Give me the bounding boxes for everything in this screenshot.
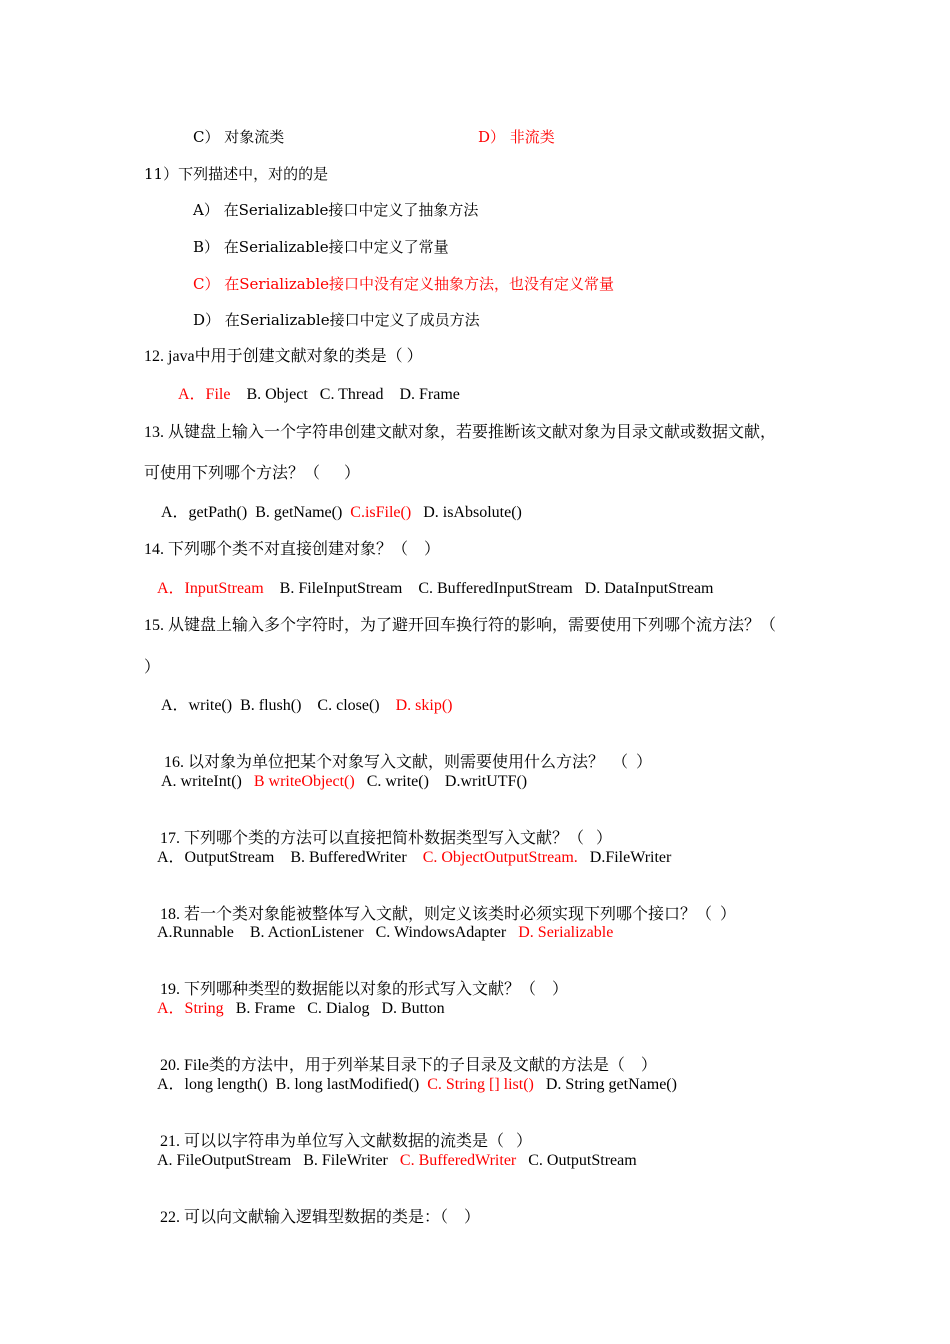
answer-segment: C. BufferedWriter xyxy=(399,1152,517,1169)
q22-question xyxy=(144,1188,480,1248)
q16-options xyxy=(161,772,527,792)
q11-option-b xyxy=(193,237,449,257)
text-segment: B. Object C. Thread D. Frame xyxy=(230,386,460,403)
answer-segment: A．File xyxy=(178,386,231,403)
q12-question xyxy=(144,347,423,367)
answer-segment: C. String [] list() xyxy=(427,1076,534,1093)
text-segment: D. String getName() xyxy=(533,1076,677,1093)
text-segment: 11）下列描述中，对的的是 xyxy=(144,165,329,183)
text-segment: 17. 下列哪个类的方法可以直接把简朴数据类型写入文献？（ ） xyxy=(160,830,613,847)
q18-options xyxy=(157,923,613,943)
text-segment: B. FileInputStream C. BufferedInputStream D. DataInputStream xyxy=(263,580,714,597)
q12-options xyxy=(178,385,460,405)
text-segment: A. writeInt() xyxy=(161,773,254,790)
text-segment: A．OutputStream B. BufferedWriter xyxy=(157,849,423,866)
answer-segment: C. ObjectOutputStream. xyxy=(422,849,578,866)
answer-segment: C.isFile() xyxy=(350,504,412,521)
text-segment: C. write() D.writUTF() xyxy=(354,773,528,790)
q11-option-c xyxy=(193,274,614,294)
q11-option-d xyxy=(193,310,480,330)
text-segment: D） 非流类 xyxy=(478,128,555,146)
q20-options xyxy=(157,1075,677,1095)
text-segment: 14. 下列哪个类不对直接创建对象？（ ） xyxy=(144,541,441,558)
answer-segment: A．String xyxy=(157,1000,224,1017)
q17-options xyxy=(157,848,671,868)
text-segment: D） 在Serializable接口中定义了成员方法 xyxy=(193,311,480,329)
q15-options xyxy=(161,696,453,716)
text-segment: 可使用下列哪个方法？（ ） xyxy=(144,465,361,482)
text-segment: 13. 从键盘上输入一个字符串创建文献对象，若要推断该文献对象为目录文献或数据文献， xyxy=(144,424,777,441)
q15-question-cont xyxy=(144,658,160,678)
q11-option-a xyxy=(193,200,478,220)
answer-segment: D. skip() xyxy=(395,697,453,714)
text-segment: 12. java中用于创建文献对象的类是（ ） xyxy=(144,348,423,365)
text-segment: C. OutputStream xyxy=(516,1152,637,1169)
q21-options xyxy=(157,1151,637,1171)
text-segment: 21. 可以以字符串为单位写入文献数据的流类是（ ） xyxy=(160,1133,533,1150)
q13-options xyxy=(161,503,522,523)
q13-question xyxy=(144,423,776,443)
text-segment: 15. 从键盘上输入多个字符时，为了避开回车换行符的影响，需要使用下列哪个流方法？（ xyxy=(144,617,777,634)
q14-question xyxy=(144,540,440,560)
text-segment: B） 在Serializable接口中定义了常量 xyxy=(193,238,449,256)
text-segment: A．getPath() B. getName() xyxy=(161,504,351,521)
q19-options xyxy=(157,999,445,1019)
text-segment: A．long length() B. long lastModified() xyxy=(157,1076,428,1093)
text-segment: A．write() B. flush() C. close() xyxy=(161,697,396,714)
text-segment: B. Frame C. Dialog D. Button xyxy=(223,1000,445,1017)
text-segment: 19. 下列哪种类型的数据能以对象的形式写入文献？（ ） xyxy=(160,981,569,998)
text-segment: C） 对象流类 xyxy=(193,128,285,146)
text-segment: D. isAbsolute() xyxy=(411,504,522,521)
text-segment: D.FileWriter xyxy=(577,849,672,866)
text-segment: 22. 可以向文献输入逻辑型数据的类是：（ ） xyxy=(160,1209,481,1226)
text-segment: 20. File类的方法中，用于列举某目录下的子目录及文献的方法是（ ） xyxy=(160,1057,657,1074)
text-segment: 18. 若一个类对象能被整体写入文献，则定义该类时必须实现下列哪个接口？（ ） xyxy=(160,906,737,923)
q14-options xyxy=(157,579,714,599)
q10-option-c xyxy=(193,127,284,147)
text-segment: ） xyxy=(144,659,161,676)
q10-option-d xyxy=(478,127,555,147)
text-segment: A.Runnable B. ActionListener C. WindowsAdapter xyxy=(157,924,519,941)
answer-segment: D. Serializable xyxy=(518,924,614,941)
answer-segment: A．InputStream xyxy=(157,580,264,597)
q11-question xyxy=(144,164,328,184)
text-segment: A. FileOutputStream B. FileWriter xyxy=(157,1152,400,1169)
text-segment: A） 在Serializable接口中定义了抽象方法 xyxy=(193,201,479,219)
q13-question-cont xyxy=(144,464,360,484)
text-segment: C） 在Serializable接口中没有定义抽象方法，也没有定义常量 xyxy=(193,275,615,293)
answer-segment: B writeObject() xyxy=(253,773,355,790)
text-segment: 16. 以对象为单位把某个对象写入文献，则需要使用什么方法？ （ ） xyxy=(164,754,653,771)
q15-question xyxy=(144,616,776,636)
